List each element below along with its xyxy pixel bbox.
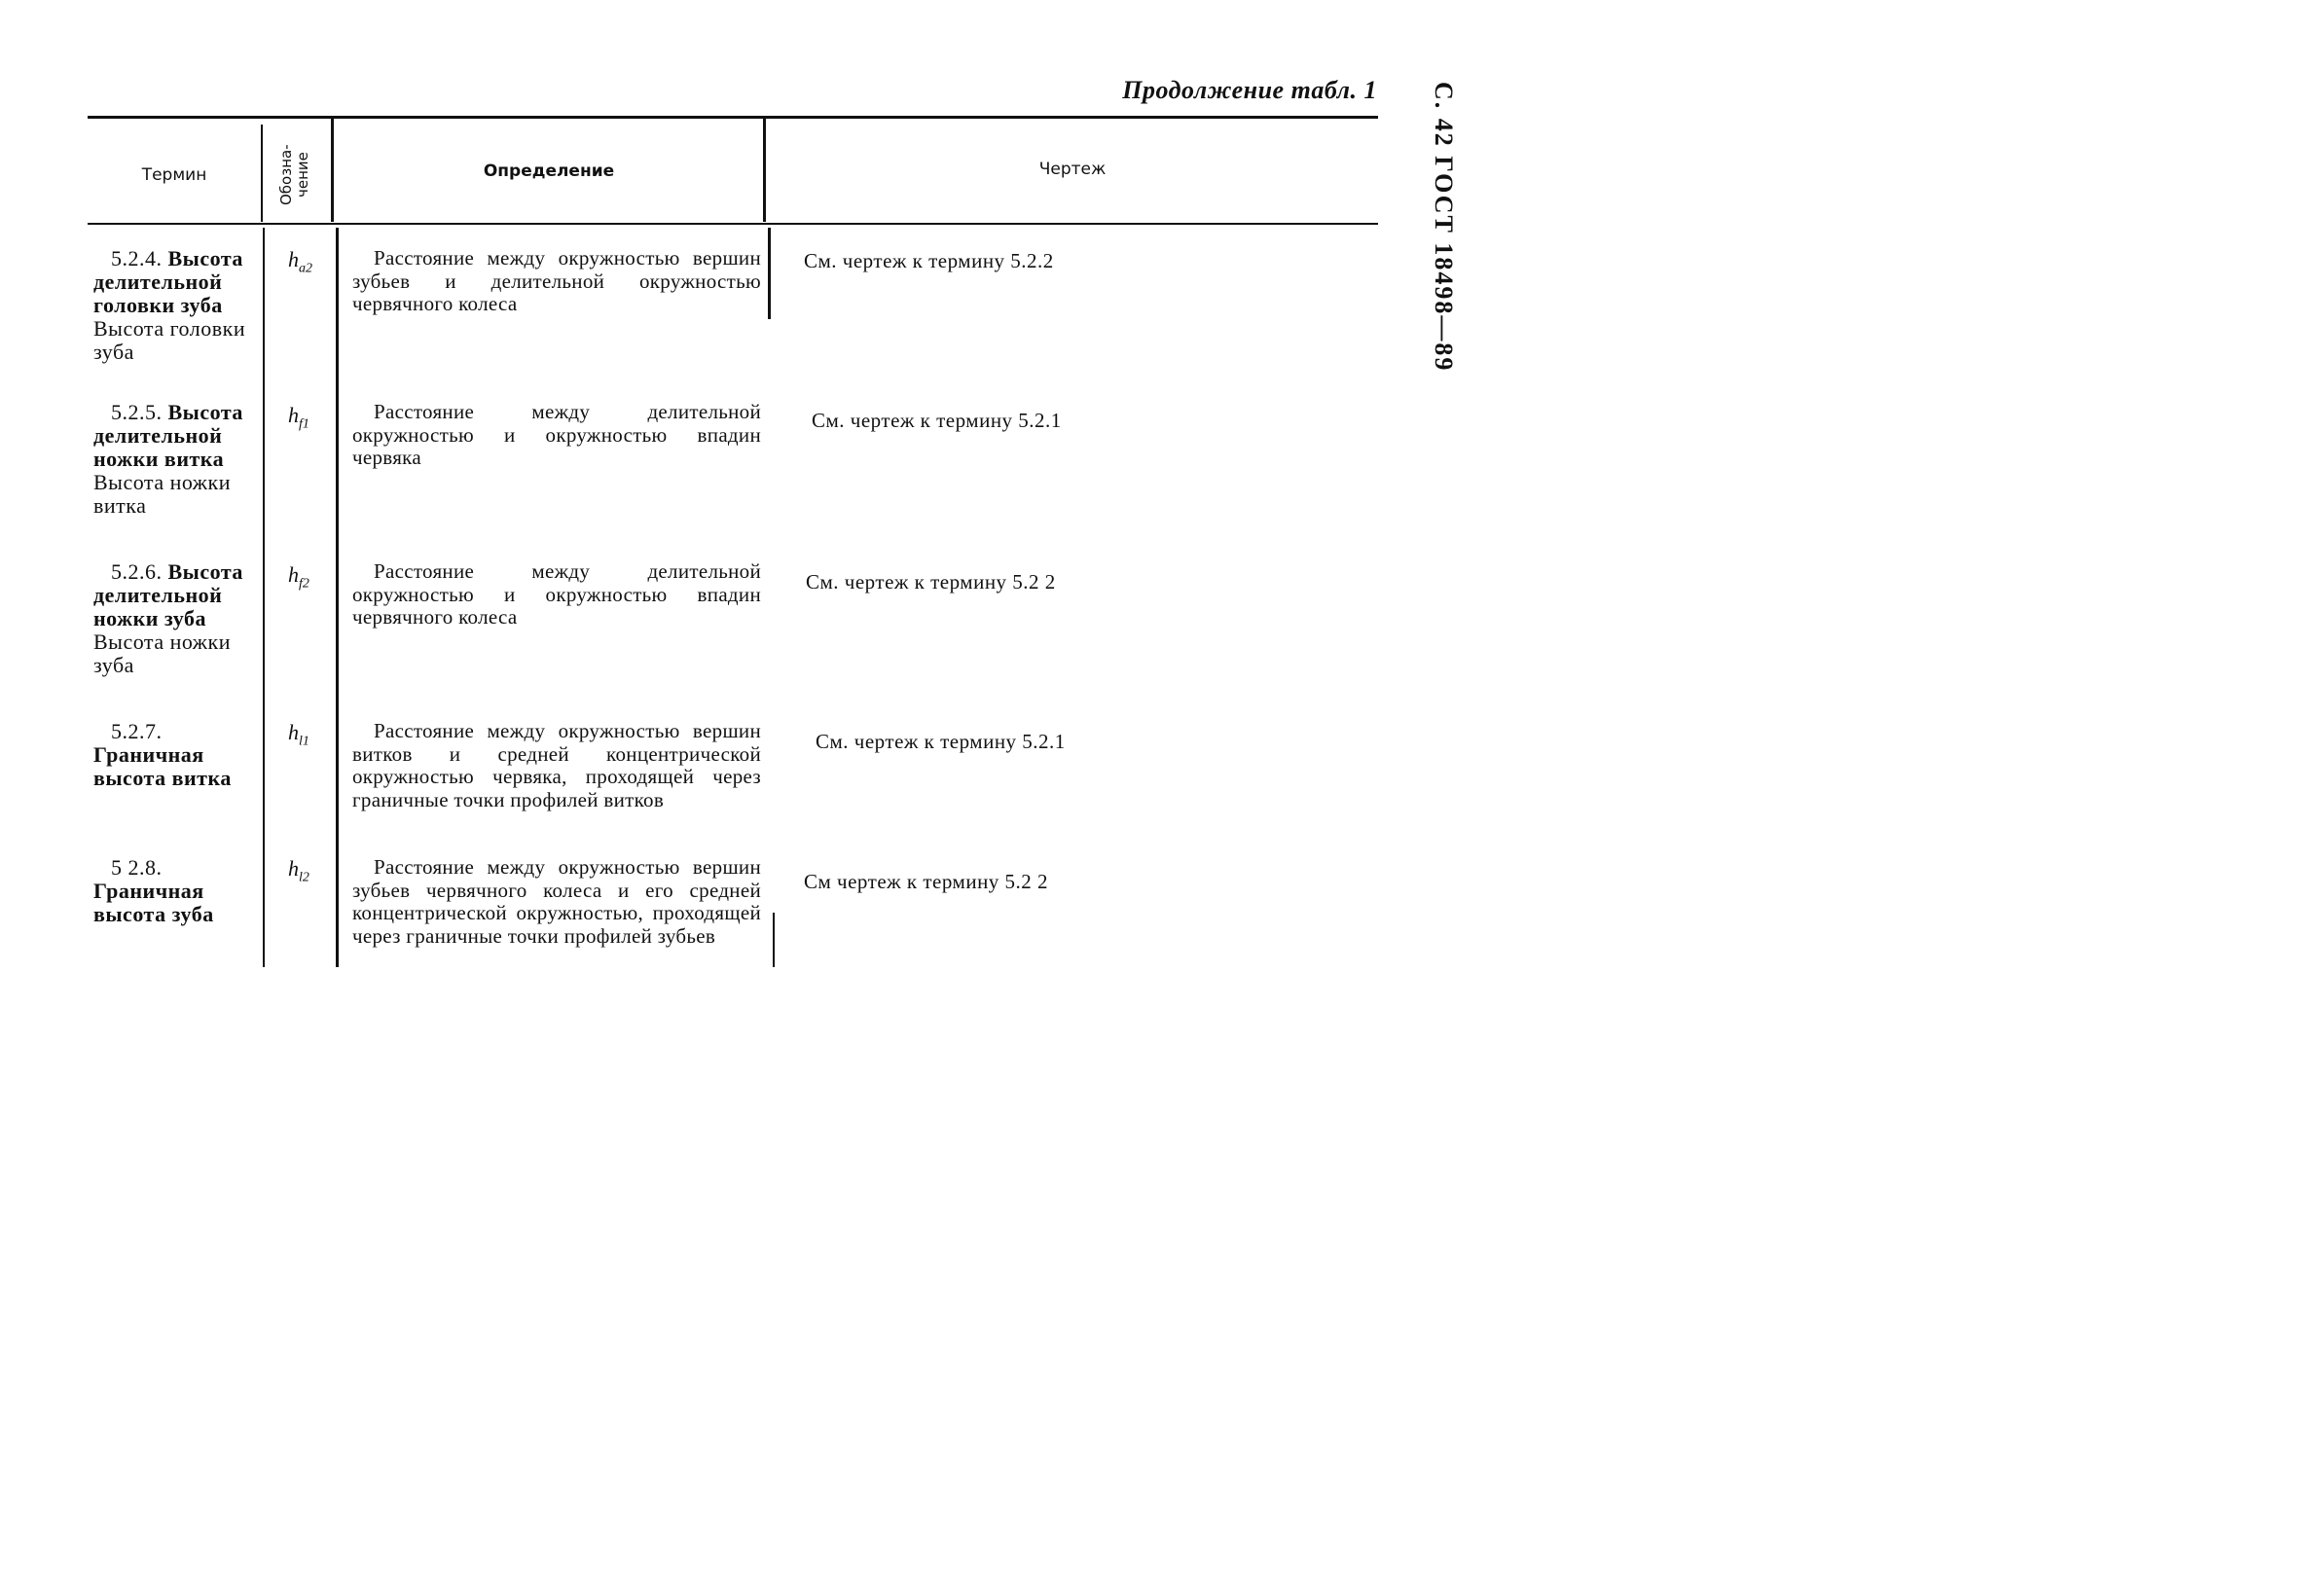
definition-cell: Расстояние между окружностью вершин зубьев и делительной окружностью червячного колеса [352, 246, 761, 315]
definition-cell: Расстояние между окружностью вершин витков и средней концентрической окружностью червяка, проходящей через граничные точки профилей витков [352, 719, 761, 811]
column-divider-3-body [768, 228, 771, 319]
term-name: Граничная высота витка [93, 742, 232, 790]
header-definition: Определение [483, 162, 615, 181]
term-number: 5.2.7. [111, 719, 163, 743]
column-divider-2-body [336, 228, 339, 967]
term-number: 5.2.5. [111, 400, 163, 424]
symbol-subscript: l2 [299, 870, 309, 885]
term-cell [93, 247, 264, 364]
term-short-name: Высота головки зуба [93, 316, 246, 364]
symbol-cell: $h_{f1}$ [288, 403, 309, 432]
definition-cell: Расстояние между окружностью вершин зубьев червячного колеса и его средней концентрической окружностью, проходящей через граничные точки профилей зубьев [352, 855, 761, 948]
drawing-reference: См. чертеж к термину 5.2.1 [812, 409, 1062, 432]
definition-cell: Расстояние между делительной окружностью и окружностью впадин червяка [352, 400, 761, 469]
table-top-rule [88, 116, 1378, 119]
page-side-label: С. 42 ГОСТ 18498—89 [1430, 82, 1458, 373]
symbol-cell: $h_{l1}$ [288, 720, 309, 749]
table-header-rule [88, 223, 1378, 225]
term-short-name: Высота ножки зуба [93, 630, 231, 677]
term-cell [93, 560, 264, 677]
drawing-reference: См чертеж к термину 5.2 2 [804, 870, 1049, 893]
header-symbol: Обозна-чение [277, 144, 311, 206]
symbol-cell: $h_{l2}$ [288, 856, 309, 885]
term-number: 5.2.6. [111, 559, 163, 584]
term-number: 5 2.8. [111, 855, 163, 880]
column-divider-1 [261, 125, 263, 222]
term-name: Граничная высота зуба [93, 879, 214, 926]
term-cell [93, 720, 264, 790]
header-drawing: Чертеж [1038, 160, 1107, 179]
term-name: Высота делительной ножки витка [93, 400, 243, 471]
term-short-name: Высота ножки витка [93, 470, 231, 518]
column-divider-3-foot [773, 913, 775, 967]
term-cell [93, 856, 264, 926]
term-name: Высота делительной ножки зуба [93, 559, 243, 630]
symbol-subscript: a2 [299, 261, 312, 276]
drawing-reference: См. чертеж к термину 5.2.1 [816, 730, 1066, 753]
column-divider-2 [331, 119, 334, 222]
drawing-reference: См. чертеж к термину 5.2 2 [806, 570, 1056, 594]
symbol-subscript: l1 [299, 734, 309, 749]
symbol-cell: $h_{a2}$ [288, 247, 312, 276]
column-divider-3 [763, 119, 766, 222]
drawing-reference: См. чертеж к термину 5.2.2 [804, 249, 1054, 272]
running-title: Продолжение табл. 1 [1122, 76, 1377, 104]
term-number: 5.2.4. [111, 246, 163, 270]
symbol-cell: $h_{f2}$ [288, 562, 309, 592]
term-name: Высота делительной головки зуба [93, 246, 243, 317]
header-term: Термин [141, 165, 207, 185]
definition-cell: Расстояние между делительной окружностью и окружностью впадин червячного колеса [352, 559, 761, 629]
symbol-subscript: f2 [299, 576, 309, 592]
symbol-subscript: f1 [299, 416, 309, 432]
term-cell [93, 401, 264, 518]
